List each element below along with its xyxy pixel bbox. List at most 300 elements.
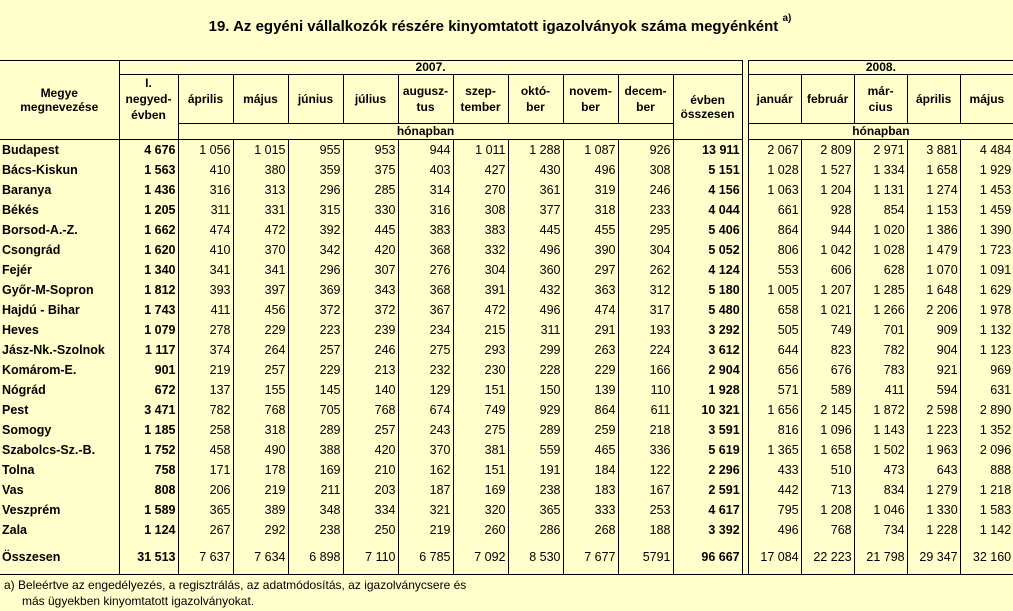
table-row bbox=[0, 340, 1013, 360]
month-2008-value-cell: 816 bbox=[748, 420, 801, 440]
table-row bbox=[0, 320, 1013, 340]
month-2007-value-cell: 674 bbox=[398, 400, 453, 420]
month-2007-value-cell: 320 bbox=[453, 500, 508, 520]
month-2007-value-cell: 151 bbox=[453, 380, 508, 400]
month-2007-value-cell: 465 bbox=[563, 440, 618, 460]
month-2008-value-cell: 1 123 bbox=[979, 343, 1012, 357]
month-2008-value-cell: 734 bbox=[854, 520, 907, 540]
q1-value-cell: 3 471 bbox=[119, 400, 178, 420]
month-2007-value-cell: 270 bbox=[453, 180, 508, 200]
county-name-cell: Jász-Nk.-Szolnok bbox=[0, 340, 119, 360]
month-header-2007: július bbox=[343, 75, 398, 124]
footnote bbox=[4, 577, 466, 609]
month-2007-value-cell: 430 bbox=[508, 160, 563, 180]
month-2008-value-cell: 1 872 bbox=[854, 400, 907, 420]
month-2008-value-cell: 411 bbox=[854, 380, 907, 400]
month-2007-value-cell: 311 bbox=[508, 320, 563, 340]
month-2008-value-cell: 1 502 bbox=[854, 440, 907, 460]
month-2008-value-cell: 21 798 bbox=[854, 540, 907, 575]
q1-value-cell: 1 124 bbox=[119, 520, 178, 540]
title-text: 19. Az egyéni vállalkozók részére kinyomtatott igazolványok száma megyénként bbox=[208, 18, 779, 35]
month-2007-value-cell: 367 bbox=[398, 300, 453, 320]
q1-value-cell: 31 513 bbox=[119, 540, 178, 575]
month-2008-value-cell: 1 963 bbox=[907, 440, 960, 460]
month-2007-value-cell: 307 bbox=[343, 260, 398, 280]
month-header-2008: már- cius bbox=[854, 75, 907, 124]
month-2007-value-cell: 238 bbox=[288, 520, 343, 540]
month-2007-value-cell: 1 288 bbox=[508, 140, 563, 161]
month-2008-value-cell: 834 bbox=[854, 480, 907, 500]
county-column-header: Megye megnevezése bbox=[0, 61, 119, 140]
month-2008-value-cell: 1 274 bbox=[907, 180, 960, 200]
month-2007-value-cell: 169 bbox=[453, 480, 508, 500]
month-2007-value-cell: 229 bbox=[288, 360, 343, 380]
month-2008-value-cell: 888 bbox=[990, 463, 1012, 477]
month-2007-value-cell: 238 bbox=[508, 480, 563, 500]
year-total-value-cell: 3 591 bbox=[673, 420, 742, 440]
month-2007-value-cell: 318 bbox=[563, 200, 618, 220]
month-2007-value-cell: 171 bbox=[178, 460, 233, 480]
month-2007-value-cell: 332 bbox=[453, 240, 508, 260]
q1-value-cell: 1 185 bbox=[119, 420, 178, 440]
month-2007-value-cell: 122 bbox=[618, 460, 673, 480]
month-2007-value-cell: 169 bbox=[288, 460, 343, 480]
month-2007-value-cell: 210 bbox=[343, 460, 398, 480]
month-2008-value-cell: 631 bbox=[990, 383, 1012, 397]
county-name-cell: Baranya bbox=[0, 180, 119, 200]
month-2008-value-cell: 1 021 bbox=[801, 300, 854, 320]
month-2007-value-cell: 218 bbox=[618, 420, 673, 440]
month-2007-value-cell: 348 bbox=[288, 500, 343, 520]
month-2008-value-cell: 2 890 bbox=[979, 403, 1012, 417]
q1-value-cell: 1 079 bbox=[119, 320, 178, 340]
month-2007-value-cell: 239 bbox=[343, 320, 398, 340]
month-2007-value-cell: 388 bbox=[288, 440, 343, 460]
table-row bbox=[0, 300, 1013, 320]
table-row bbox=[0, 420, 1013, 440]
table-row bbox=[0, 360, 1013, 380]
month-2007-value-cell: 308 bbox=[618, 160, 673, 180]
month-2007-value-cell: 427 bbox=[453, 160, 508, 180]
q1-value-cell: 1 662 bbox=[119, 220, 178, 240]
month-2007-value-cell: 296 bbox=[288, 260, 343, 280]
month-2008-value-cell: 1 390 bbox=[979, 223, 1012, 237]
county-name-cell: Zala bbox=[0, 520, 119, 540]
month-2007-value-cell: 289 bbox=[508, 420, 563, 440]
month-2008-value-cell: 505 bbox=[748, 320, 801, 340]
month-2007-value-cell: 229 bbox=[563, 360, 618, 380]
month-2008-value-cell: 1 479 bbox=[907, 240, 960, 260]
month-2007-value-cell: 359 bbox=[288, 160, 343, 180]
month-2007-value-cell: 260 bbox=[453, 520, 508, 540]
month-2008-value-cell: 1 132 bbox=[979, 323, 1012, 337]
month-2008-value-cell: 1 266 bbox=[854, 300, 907, 320]
county-name-cell: Borsod-A.-Z. bbox=[0, 220, 119, 240]
county-name-cell: Fejér bbox=[0, 260, 119, 280]
month-2007-value-cell: 318 bbox=[233, 420, 288, 440]
month-2007-value-cell: 705 bbox=[288, 400, 343, 420]
month-2007-value-cell: 472 bbox=[233, 220, 288, 240]
month-2008-value-cell: 1 453 bbox=[979, 183, 1012, 197]
month-2007-value-cell: 278 bbox=[178, 320, 233, 340]
month-header-2008: május bbox=[969, 92, 1005, 106]
month-2008-value-cell: 1 648 bbox=[907, 280, 960, 300]
month-2007-value-cell: 258 bbox=[178, 420, 233, 440]
month-2008-value-cell: 496 bbox=[748, 520, 801, 540]
month-2008-value-cell: 1 143 bbox=[854, 420, 907, 440]
month-2007-value-cell: 191 bbox=[508, 460, 563, 480]
year-2007-header: 2007. bbox=[119, 61, 742, 75]
year-total-value-cell: 5 406 bbox=[673, 220, 742, 240]
month-2007-value-cell: 232 bbox=[398, 360, 453, 380]
month-2007-value-cell: 267 bbox=[178, 520, 233, 540]
county-name-cell: Vas bbox=[0, 480, 119, 500]
month-2008-value-cell: 29 347 bbox=[907, 540, 960, 575]
month-header-2007: május bbox=[233, 75, 288, 124]
month-2008-value-cell: 928 bbox=[801, 200, 854, 220]
month-2007-value-cell: 206 bbox=[178, 480, 233, 500]
table-row bbox=[0, 160, 1013, 180]
title-footnote-marker: a) bbox=[782, 13, 792, 24]
month-2007-value-cell: 955 bbox=[288, 140, 343, 161]
month-2008-value-cell: 1 658 bbox=[801, 440, 854, 460]
month-2007-value-cell: 151 bbox=[453, 460, 508, 480]
month-2007-value-cell: 166 bbox=[618, 360, 673, 380]
month-2007-value-cell: 410 bbox=[178, 240, 233, 260]
month-2007-value-cell: 611 bbox=[618, 400, 673, 420]
month-2007-value-cell: 472 bbox=[453, 300, 508, 320]
month-2007-value-cell: 455 bbox=[563, 220, 618, 240]
year-total-value-cell: 4 124 bbox=[673, 260, 742, 280]
month-2007-value-cell: 139 bbox=[563, 380, 618, 400]
county-name-cell: Somogy bbox=[0, 420, 119, 440]
month-2007-value-cell: 375 bbox=[343, 160, 398, 180]
month-2008-value-cell: 1 204 bbox=[801, 180, 854, 200]
month-2007-value-cell: 445 bbox=[508, 220, 563, 240]
month-2007-value-cell: 234 bbox=[398, 320, 453, 340]
month-2007-value-cell: 203 bbox=[343, 480, 398, 500]
month-2007-value-cell: 230 bbox=[453, 360, 508, 380]
month-2007-value-cell: 321 bbox=[398, 500, 453, 520]
month-2008-value-cell: 1 028 bbox=[748, 160, 801, 180]
month-2007-value-cell: 381 bbox=[453, 440, 508, 460]
table-row bbox=[0, 220, 1013, 240]
month-2008-value-cell: 32 160 bbox=[960, 540, 1013, 575]
month-2007-value-cell: 299 bbox=[508, 340, 563, 360]
month-2007-value-cell: 8 530 bbox=[508, 540, 563, 575]
month-2007-value-cell: 445 bbox=[343, 220, 398, 240]
month-2007-value-cell: 183 bbox=[563, 480, 618, 500]
month-2007-value-cell: 304 bbox=[453, 260, 508, 280]
month-2007-value-cell: 268 bbox=[563, 520, 618, 540]
month-2007-value-cell: 219 bbox=[398, 520, 453, 540]
month-2007-value-cell: 496 bbox=[563, 160, 618, 180]
month-2008-value-cell: 1 334 bbox=[854, 160, 907, 180]
county-name-cell: Budapest bbox=[0, 140, 119, 161]
month-2007-value-cell: 291 bbox=[563, 320, 618, 340]
month-2007-value-cell: 341 bbox=[233, 260, 288, 280]
month-header-2007: decem- ber bbox=[618, 75, 673, 124]
month-2008-value-cell: 1 142 bbox=[979, 523, 1012, 537]
month-2007-value-cell: 929 bbox=[508, 400, 563, 420]
year-total-value-cell: 96 667 bbox=[673, 540, 742, 575]
month-2007-value-cell: 749 bbox=[453, 400, 508, 420]
year-total-value-cell: 5 619 bbox=[673, 440, 742, 460]
month-header-2007: április bbox=[178, 75, 233, 124]
month-2007-value-cell: 316 bbox=[178, 180, 233, 200]
q1-value-cell: 1 752 bbox=[119, 440, 178, 460]
month-2008-value-cell: 1 527 bbox=[801, 160, 854, 180]
month-2007-value-cell: 369 bbox=[288, 280, 343, 300]
month-2007-value-cell: 397 bbox=[233, 280, 288, 300]
month-2008-value-cell: 1 929 bbox=[979, 163, 1012, 177]
month-2007-value-cell: 246 bbox=[343, 340, 398, 360]
month-2008-value-cell: 944 bbox=[801, 220, 854, 240]
month-2008-value-cell: 1 629 bbox=[979, 283, 1012, 297]
month-2008-value-cell: 969 bbox=[990, 363, 1012, 377]
month-2008-value-cell: 749 bbox=[801, 320, 854, 340]
month-2007-value-cell: 393 bbox=[178, 280, 233, 300]
month-2007-value-cell: 140 bbox=[343, 380, 398, 400]
month-2008-value-cell: 473 bbox=[854, 460, 907, 480]
month-2007-value-cell: 315 bbox=[288, 200, 343, 220]
month-2007-value-cell: 336 bbox=[618, 440, 673, 460]
month-2007-value-cell: 368 bbox=[398, 280, 453, 300]
month-2007-value-cell: 250 bbox=[343, 520, 398, 540]
month-2008-value-cell: 589 bbox=[801, 380, 854, 400]
year-total-value-cell: 3 392 bbox=[673, 520, 742, 540]
month-2007-value-cell: 374 bbox=[178, 340, 233, 360]
month-2007-value-cell: 246 bbox=[618, 180, 673, 200]
q1-column-header: I. negyed- évben bbox=[119, 75, 178, 124]
month-2007-value-cell: 365 bbox=[508, 500, 563, 520]
table-row bbox=[0, 280, 1013, 300]
table-title bbox=[0, 0, 1000, 58]
month-2008-value-cell: 17 084 bbox=[748, 540, 801, 575]
month-2007-value-cell: 263 bbox=[563, 340, 618, 360]
month-2008-value-cell: 1 070 bbox=[907, 260, 960, 280]
month-2007-value-cell: 458 bbox=[178, 440, 233, 460]
month-2007-value-cell: 363 bbox=[563, 280, 618, 300]
month-2008-value-cell: 1 352 bbox=[979, 423, 1012, 437]
q1-value-cell: 1 205 bbox=[119, 200, 178, 220]
month-2007-value-cell: 219 bbox=[233, 480, 288, 500]
table-row bbox=[0, 140, 1013, 161]
month-2007-value-cell: 368 bbox=[398, 240, 453, 260]
month-2007-value-cell: 1 087 bbox=[563, 140, 618, 161]
county-name-cell: Heves bbox=[0, 320, 119, 340]
month-2008-value-cell: 1 091 bbox=[979, 263, 1012, 277]
month-2007-value-cell: 1 015 bbox=[233, 140, 288, 161]
month-2008-value-cell: 2 598 bbox=[907, 400, 960, 420]
month-2008-value-cell: 1 207 bbox=[801, 280, 854, 300]
month-2008-value-cell: 1 223 bbox=[907, 420, 960, 440]
month-2008-value-cell: 510 bbox=[801, 460, 854, 480]
month-2007-value-cell: 286 bbox=[508, 520, 563, 540]
month-2007-value-cell: 768 bbox=[233, 400, 288, 420]
month-2007-value-cell: 370 bbox=[398, 440, 453, 460]
month-2007-value-cell: 782 bbox=[178, 400, 233, 420]
county-name-cell: Összesen bbox=[0, 540, 119, 575]
month-2007-value-cell: 1 011 bbox=[453, 140, 508, 161]
month-2007-value-cell: 377 bbox=[508, 200, 563, 220]
month-2007-value-cell: 289 bbox=[288, 420, 343, 440]
month-2008-value-cell: 2 971 bbox=[854, 140, 907, 161]
year-total-value-cell: 5 052 bbox=[673, 240, 742, 260]
month-2007-value-cell: 275 bbox=[453, 420, 508, 440]
year-total-value-cell: 1 928 bbox=[673, 380, 742, 400]
month-2008-value-cell: 1 330 bbox=[907, 500, 960, 520]
month-2008-value-cell: 921 bbox=[907, 360, 960, 380]
month-2008-value-cell: 571 bbox=[748, 380, 801, 400]
month-2008-value-cell: 713 bbox=[801, 480, 854, 500]
month-2008-value-cell: 823 bbox=[801, 340, 854, 360]
month-2007-value-cell: 392 bbox=[288, 220, 343, 240]
month-2007-value-cell: 7 634 bbox=[233, 540, 288, 575]
month-2007-value-cell: 380 bbox=[233, 160, 288, 180]
table-row bbox=[0, 380, 1013, 400]
q1-value-cell: 1 563 bbox=[119, 160, 178, 180]
month-2008-value-cell: 661 bbox=[748, 200, 801, 220]
month-2008-value-cell: 1 279 bbox=[907, 480, 960, 500]
month-2007-value-cell: 559 bbox=[508, 440, 563, 460]
month-2007-value-cell: 110 bbox=[618, 380, 673, 400]
month-2007-value-cell: 411 bbox=[178, 300, 233, 320]
month-2007-value-cell: 308 bbox=[453, 200, 508, 220]
month-2007-value-cell: 211 bbox=[288, 480, 343, 500]
month-2008-value-cell: 1 153 bbox=[907, 200, 960, 220]
month-2007-value-cell: 155 bbox=[233, 380, 288, 400]
month-header-2008: január bbox=[748, 75, 801, 124]
month-2008-value-cell: 1 208 bbox=[801, 500, 854, 520]
month-2007-value-cell: 341 bbox=[178, 260, 233, 280]
year-total-value-cell: 2 591 bbox=[673, 480, 742, 500]
county-name-cell: Tolna bbox=[0, 460, 119, 480]
table-row bbox=[0, 520, 1013, 540]
month-2008-value-cell: 909 bbox=[907, 320, 960, 340]
table-row bbox=[0, 260, 1013, 280]
month-2007-value-cell: 490 bbox=[233, 440, 288, 460]
table-row bbox=[0, 180, 1013, 200]
month-2007-value-cell: 224 bbox=[618, 340, 673, 360]
month-2007-value-cell: 432 bbox=[508, 280, 563, 300]
month-2008-value-cell: 433 bbox=[748, 460, 801, 480]
month-header-2008: április bbox=[907, 75, 960, 124]
month-2008-value-cell: 1 020 bbox=[854, 220, 907, 240]
month-2007-value-cell: 403 bbox=[398, 160, 453, 180]
month-2007-value-cell: 391 bbox=[453, 280, 508, 300]
month-2007-value-cell: 474 bbox=[563, 300, 618, 320]
month-2007-value-cell: 311 bbox=[178, 200, 233, 220]
month-2007-value-cell: 219 bbox=[178, 360, 233, 380]
year-total-value-cell: 13 911 bbox=[673, 140, 742, 161]
footnote-line: más ügyekben kinyomtatott igazolványokat. bbox=[22, 594, 255, 608]
month-2007-value-cell: 953 bbox=[343, 140, 398, 161]
county-name-cell: Szabolcs-Sz.-B. bbox=[0, 440, 119, 460]
month-2008-value-cell: 1 096 bbox=[801, 420, 854, 440]
month-2007-value-cell: 372 bbox=[288, 300, 343, 320]
month-2007-value-cell: 331 bbox=[233, 200, 288, 220]
month-header-2007: novem- ber bbox=[563, 75, 618, 124]
month-2008-value-cell: 795 bbox=[748, 500, 801, 520]
month-2007-value-cell: 317 bbox=[618, 300, 673, 320]
month-2007-value-cell: 145 bbox=[288, 380, 343, 400]
county-name-cell: Hajdú - Bihar bbox=[0, 300, 119, 320]
month-2007-value-cell: 7 092 bbox=[453, 540, 508, 575]
total-row bbox=[0, 540, 1013, 575]
year-total-value-cell: 5 180 bbox=[673, 280, 742, 300]
month-2007-value-cell: 187 bbox=[398, 480, 453, 500]
month-2007-value-cell: 293 bbox=[453, 340, 508, 360]
month-2007-value-cell: 370 bbox=[233, 240, 288, 260]
month-2008-value-cell: 1 005 bbox=[748, 280, 801, 300]
month-2007-value-cell: 137 bbox=[178, 380, 233, 400]
q1-value-cell: 1 589 bbox=[119, 500, 178, 520]
month-2008-value-cell: 606 bbox=[801, 260, 854, 280]
month-2007-value-cell: 316 bbox=[398, 200, 453, 220]
month-2007-value-cell: 285 bbox=[343, 180, 398, 200]
month-2007-value-cell: 184 bbox=[563, 460, 618, 480]
year-total-value-cell: 10 321 bbox=[673, 400, 742, 420]
month-2007-value-cell: 383 bbox=[453, 220, 508, 240]
month-2008-value-cell: 1 386 bbox=[907, 220, 960, 240]
year-2008-header: 2008. bbox=[748, 61, 1013, 75]
month-2007-value-cell: 456 bbox=[233, 300, 288, 320]
year-total-value-cell: 2 296 bbox=[673, 460, 742, 480]
q1-value-cell: 758 bbox=[119, 460, 178, 480]
month-2008-value-cell: 628 bbox=[854, 260, 907, 280]
year-total-value-cell: 4 156 bbox=[673, 180, 742, 200]
county-name-cell: Csongrád bbox=[0, 240, 119, 260]
month-2007-value-cell: 292 bbox=[233, 520, 288, 540]
month-header-2007: októ- ber bbox=[508, 75, 563, 124]
month-2008-value-cell: 1 723 bbox=[979, 243, 1012, 257]
month-2007-value-cell: 330 bbox=[343, 200, 398, 220]
month-2007-value-cell: 6 898 bbox=[288, 540, 343, 575]
month-2007-value-cell: 229 bbox=[233, 320, 288, 340]
month-2008-value-cell: 3 881 bbox=[907, 140, 960, 161]
county-name-cell: Győr-M-Sopron bbox=[0, 280, 119, 300]
month-2007-value-cell: 944 bbox=[398, 140, 453, 161]
month-2007-value-cell: 372 bbox=[343, 300, 398, 320]
month-2008-value-cell: 1 131 bbox=[854, 180, 907, 200]
month-header-2008: február bbox=[801, 75, 854, 124]
month-2007-value-cell: 864 bbox=[563, 400, 618, 420]
month-2007-value-cell: 342 bbox=[288, 240, 343, 260]
month-2007-value-cell: 383 bbox=[398, 220, 453, 240]
month-2008-value-cell: 2 096 bbox=[979, 443, 1012, 457]
month-2008-value-cell: 854 bbox=[854, 200, 907, 220]
month-2007-value-cell: 213 bbox=[343, 360, 398, 380]
month-2008-value-cell: 643 bbox=[907, 460, 960, 480]
month-2008-value-cell: 2 206 bbox=[907, 300, 960, 320]
table-row bbox=[0, 400, 1013, 420]
month-2007-value-cell: 257 bbox=[233, 360, 288, 380]
month-2008-value-cell: 806 bbox=[748, 240, 801, 260]
q1-value-cell: 1 743 bbox=[119, 300, 178, 320]
month-2007-value-cell: 193 bbox=[618, 320, 673, 340]
q1-value-cell: 4 676 bbox=[119, 140, 178, 161]
month-2007-value-cell: 7 110 bbox=[343, 540, 398, 575]
year-total-value-cell: 3 292 bbox=[673, 320, 742, 340]
month-2007-value-cell: 474 bbox=[178, 220, 233, 240]
table-row bbox=[0, 460, 1013, 480]
month-2008-value-cell: 1 042 bbox=[801, 240, 854, 260]
month-2008-value-cell: 4 484 bbox=[979, 143, 1012, 157]
table-row bbox=[0, 440, 1013, 460]
month-2008-value-cell: 782 bbox=[854, 340, 907, 360]
month-2007-value-cell: 276 bbox=[398, 260, 453, 280]
